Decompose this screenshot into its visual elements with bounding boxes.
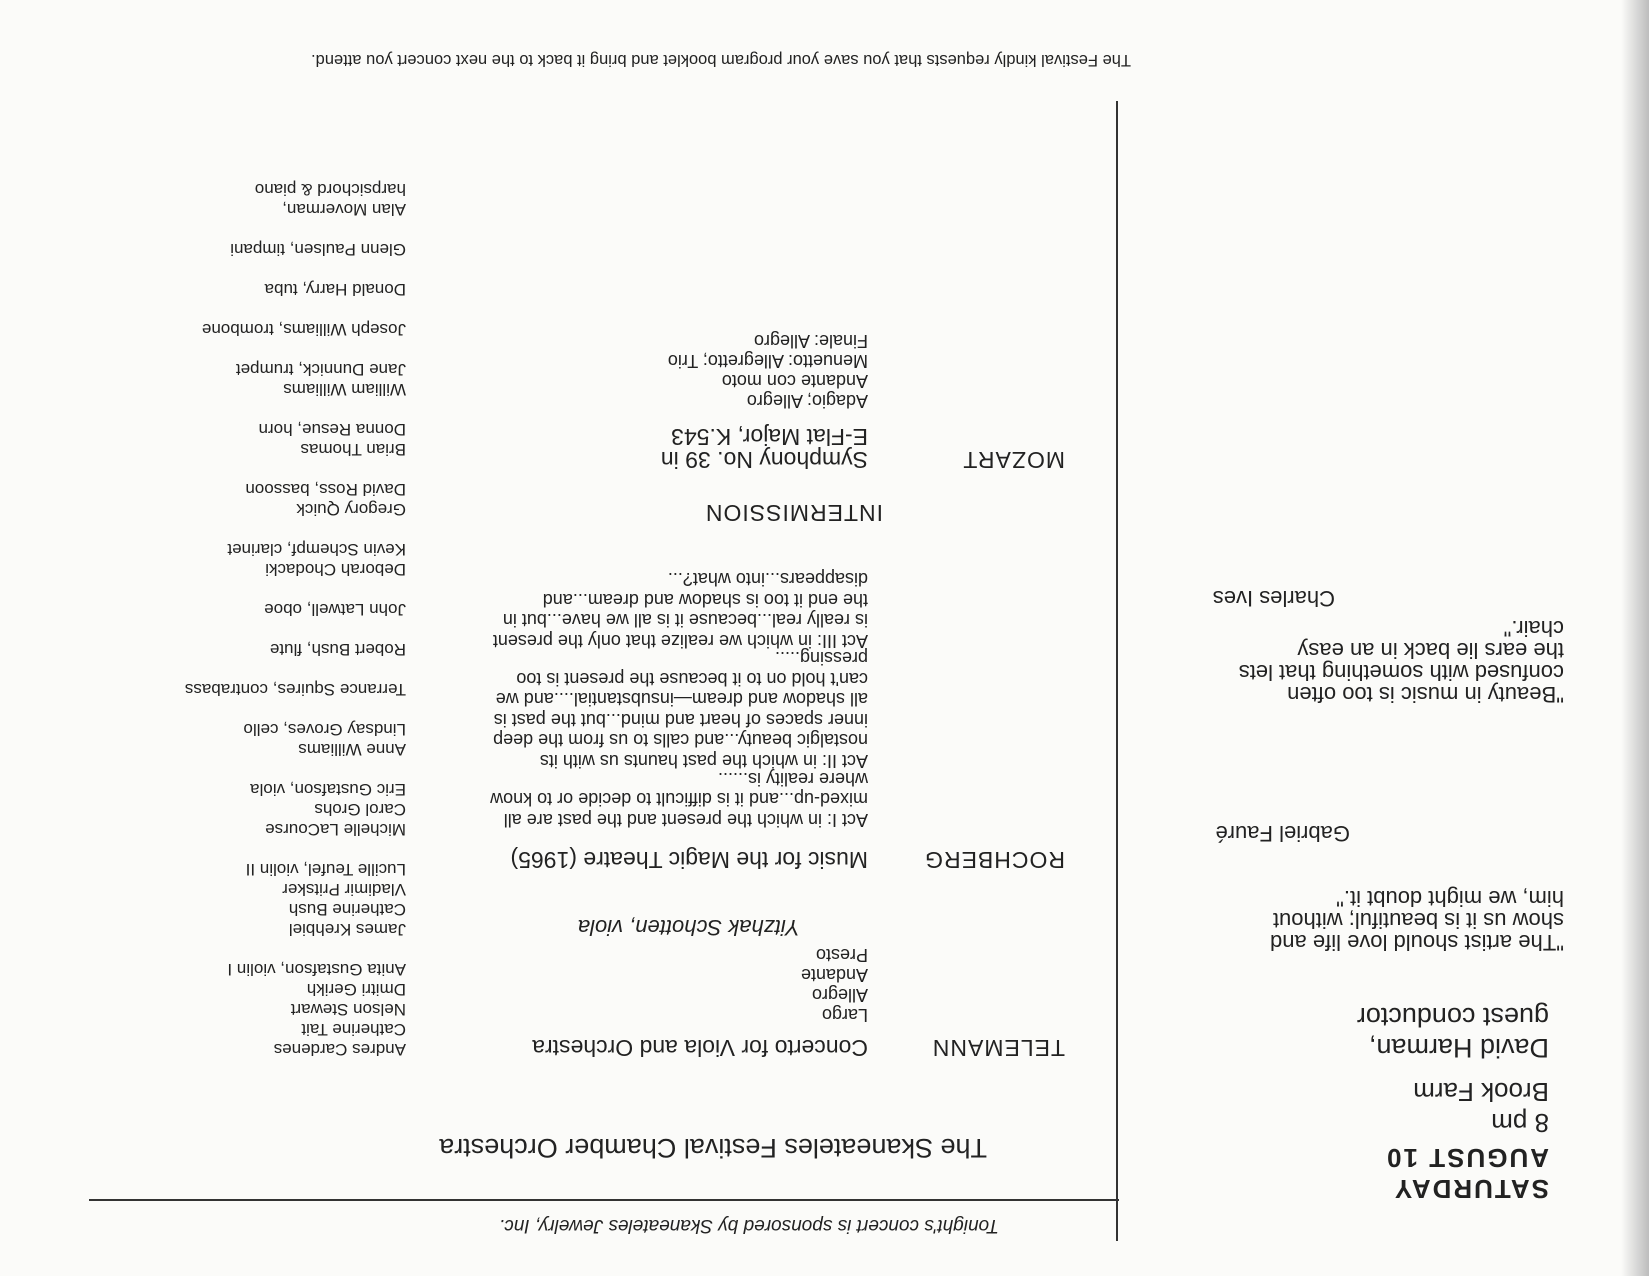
quote-ives: "Beauty in music is too often confused with something that lets the ears lie back in an easy chair." [1238,616,1564,707]
musician: Terrance Squires, contrabass [184,680,406,699]
act-one-note: Act I: in which the present and the past are all mixed-up...and it is difficult to decide or to know where reality is...... [490,769,868,830]
musician: Gregory Quick [296,500,406,519]
header-rule [89,1199,1119,1201]
musician: Eric Gustafson, viola [250,780,406,799]
musician: Nelson Stewart [290,1000,406,1019]
act-three-note: Act III: in which we realize that only the present is really real...because it is all we have...but in the end it too is shadow and dream...and disappears...into what?... [492,569,868,651]
movement-presto: Presto [815,945,868,965]
musician: Andres Cardenes [273,1040,406,1059]
movement-finale: Finale: Allegro [753,331,868,351]
column-divider [1116,101,1118,1241]
musician: Donald Harry, tuba [264,280,406,299]
work-mozart-line1: Symphony No. 39 in [660,447,868,473]
musician: John Latwell, oboe [264,600,406,619]
concert-date: AUGUST 10 [1385,1143,1549,1173]
musician: Glenn Paulsen, timpani [230,240,406,259]
movement-adagio-allegro: Adagio; Allegro [746,391,868,411]
time-venue-block [1413,1076,1549,1138]
musician: Vladimir Pritsker [282,880,406,899]
page-edge-shadow [1621,0,1649,1276]
orchestra-title: The Skaneateles Festival Chamber Orchestra [439,1133,987,1163]
composer-rochberg: ROCHBERG [924,847,1065,873]
movement-largo: Largo [821,1005,868,1025]
work-rochberg: Music for the Magic Theatre (1965) [510,847,868,873]
musician: Catherine Bush [288,900,406,919]
musician: Kevin Schempf, clarinet [227,540,406,559]
work-mozart-line2: E-Flat Major, K.543 [671,424,868,450]
musician: Lucille Teufel, violin II [245,860,406,879]
musician: Catherine Tait [301,1020,406,1039]
musician: Carol Grohs [314,800,406,819]
musician: Dmitri Gerikh [306,980,406,999]
quote-faure: "The artist should love life and show us it is beautiful; without him, we might doubt it." [1270,886,1564,955]
movement-andante: Andante [800,965,868,985]
concert-date-block [1385,1142,1549,1204]
soloist: Yitzhak Schotten, viola [577,915,800,940]
musician: Alan Moverman, [282,200,406,219]
musician: Brian Thomas [300,440,406,459]
conductor-block [1357,1001,1549,1063]
movement-allegro: Allegro [811,985,868,1005]
musician: Anne Williams [298,740,406,759]
composer-telemann: TELEMANN [931,1035,1065,1061]
footer-note: The Festival kindly requests that you save your program booklet and bring it back to the next concert you attend. [311,51,1131,69]
musician: Jane Dunnick, trumpet [235,360,406,379]
musician: William Williams [283,380,406,399]
musician: Anita Gustafson, violin I [227,960,406,979]
musician: Joseph Williams, trombone [201,320,406,339]
concert-day: SATURDAY [1392,1174,1549,1204]
movement-menuetto: Menuetto: Allegretto; Trio [667,351,868,371]
musician: Robert Bush, flute [269,640,406,659]
composer-mozart: MOZART [962,447,1065,473]
musician: Donna Resue, horn [258,420,406,439]
concert-venue: Brook Farm [1413,1077,1549,1107]
movement-andante-con-moto: Andante con moto [721,371,868,391]
quote-faure-author: Gabriel Fauré [1215,821,1350,846]
quote-ives-author: Charles Ives [1212,586,1335,611]
sponsor-line: Tonight's concert is sponsored by Skaneateles Jewelry, Inc. [498,1215,999,1236]
act-two-note: Act II: in which the past haunts us with its nostalgic beauty...and calls to us from the deep inner spaces of heart and mind...but the past is all shadow and dream—insubstantial....and we can't hold on to it because the present is too pressing..... [493,648,868,771]
musician: David Ross, bassoon [245,480,406,499]
musician: harpsichord & piano [254,180,406,199]
musician: Michelle LaCourse [265,820,406,839]
musician: Deborah Chodacki [265,560,406,579]
conductor-role: guest conductor [1356,1002,1549,1032]
musician: Lindsay Groves, cello [243,720,406,739]
concert-time: 8 pm [1491,1108,1549,1138]
work-telemann: Concerto for Viola and Orchestra [532,1035,868,1061]
conductor-name: David Harman, [1368,1033,1549,1063]
intermission-label: INTERMISSION [704,500,883,526]
musician: James Krehbiel [288,920,406,939]
